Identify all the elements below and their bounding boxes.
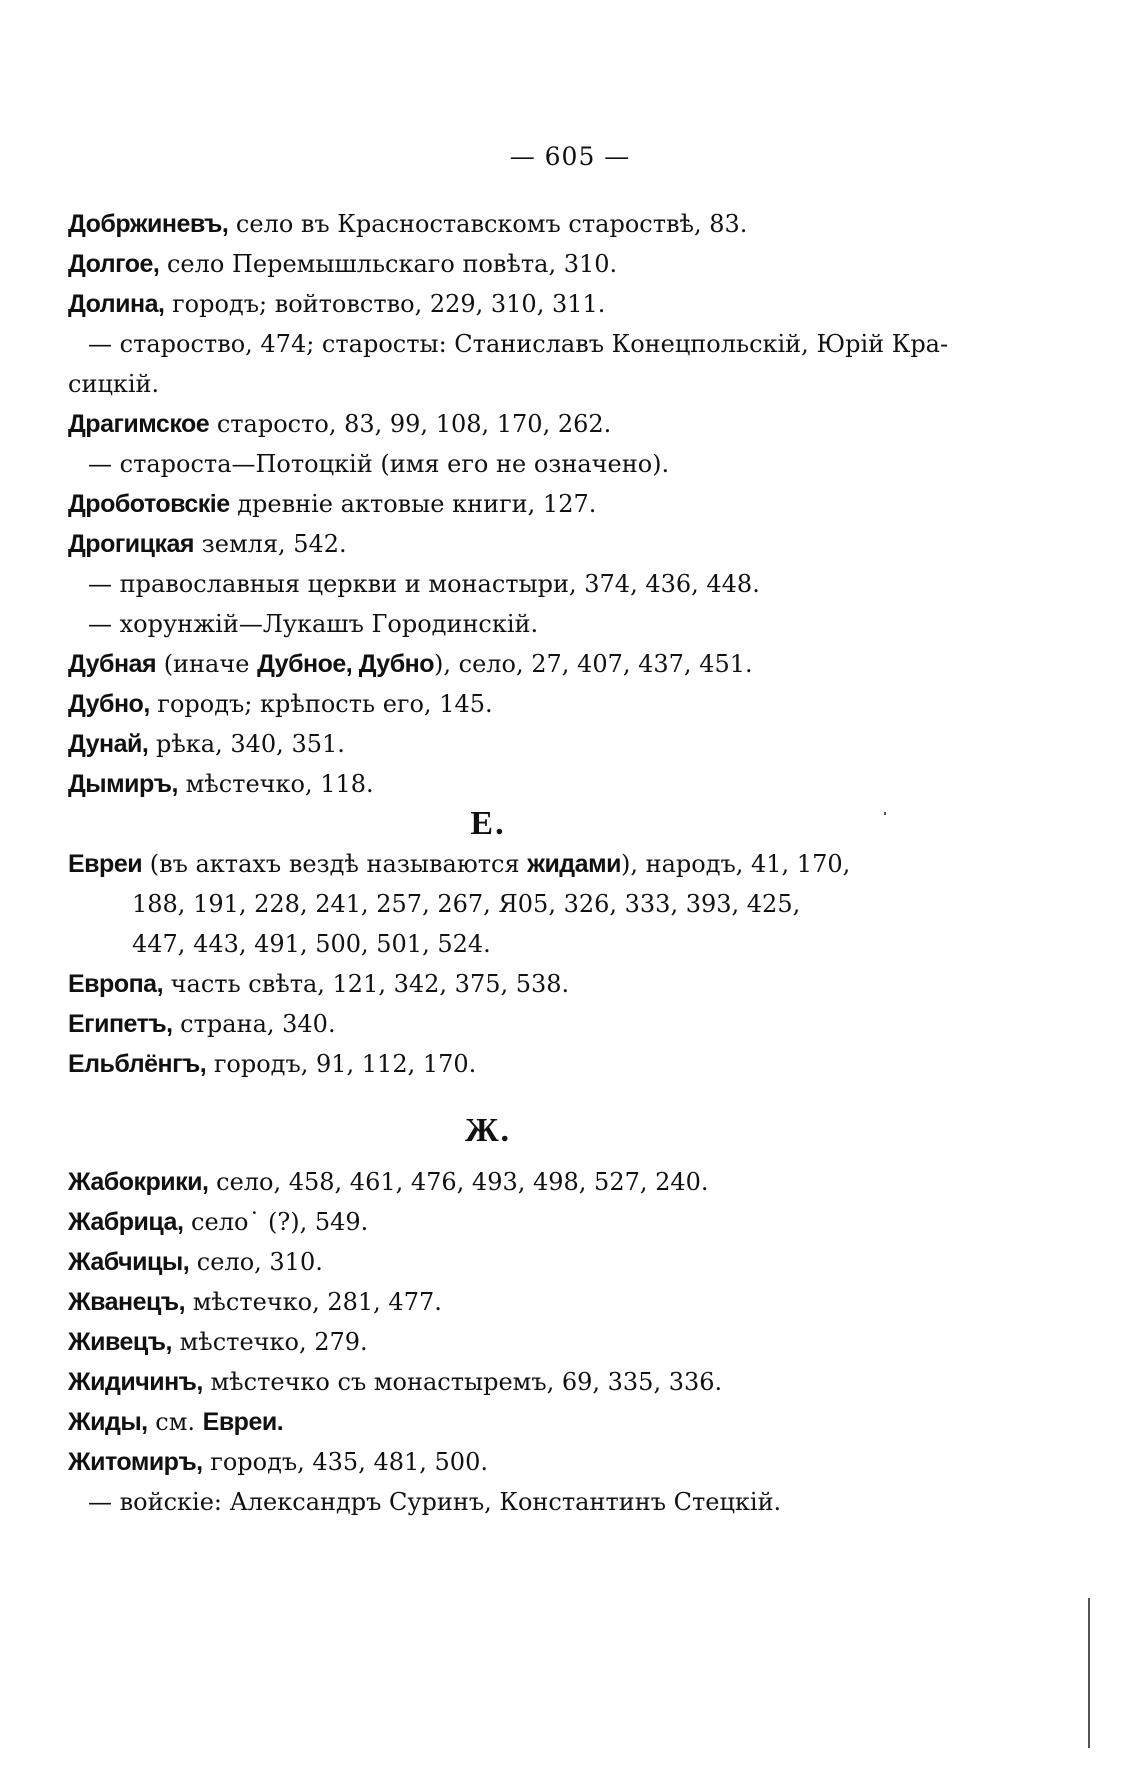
entry-text: городъ; войтовство, 229, 310, 311. [164, 290, 606, 318]
entry-headword: Европа, [68, 970, 164, 998]
entry-headword: Ельблёнгъ, [68, 1050, 207, 1078]
entry-headword: Жабокрики, [68, 1168, 209, 1196]
entry-headword: жидами [527, 850, 621, 878]
index-subentry: — староста—Потоцкій (имя его не означено). [88, 450, 670, 478]
index-entry [68, 1362, 908, 1402]
entry-text: рѣка, 340, 351. [148, 730, 345, 758]
entry-text: мѣстечко, 281, 477. [185, 1288, 442, 1316]
entry-headword: Житомиръ, [68, 1448, 203, 1476]
index-entry [68, 1162, 908, 1202]
index-entry [68, 1202, 908, 1242]
entry-text: (въ актахъ вездѣ называются [142, 850, 528, 878]
index-entry [68, 1282, 908, 1322]
entry-text: земля, 542. [194, 530, 347, 558]
index-entry [68, 844, 908, 884]
entry-text: (иначе [156, 650, 258, 678]
index-entry [68, 644, 908, 684]
entry-text: мѣстечко, 279. [171, 1328, 368, 1356]
entry-headword: Жабчицы, [68, 1248, 190, 1276]
entry-headword: Дубное, Дубно [257, 650, 435, 678]
entry-headword: Евреи. [202, 1408, 284, 1436]
index-entries [68, 204, 949, 1522]
index-entry [68, 244, 908, 284]
index-subentry: — войскіе: Александръ Суринъ, Константинъ Стецкій. [88, 1488, 782, 1516]
index-entry-continuation: 447, 443, 491, 500, 501, 524. [132, 930, 491, 958]
index-entry [68, 1442, 908, 1482]
margin-mark-right [1088, 1598, 1090, 1748]
section-letter-heading: Е. [470, 805, 506, 842]
index-entry [68, 1402, 908, 1442]
section-letter-heading: Ж. [464, 1112, 512, 1149]
index-entry [68, 1044, 908, 1084]
index-subentry: — хорунжій—Лукашъ Городинскій. [88, 610, 539, 638]
entry-text: село въ Красноставскомъ староствѣ, 83. [228, 210, 748, 238]
entry-headword: Дубная [68, 650, 157, 678]
index-subentry-continuation: сицкій. [68, 370, 160, 398]
entry-text: часть свѣта, 121, 342, 375, 538. [163, 970, 570, 998]
entry-headword: Дунай, [68, 730, 149, 758]
index-entry [68, 764, 908, 804]
index-entry [68, 724, 908, 764]
entry-headword: Драгимское [68, 410, 210, 438]
entry-text: мѣстечко, 118. [177, 770, 374, 798]
entry-text: страна, 340. [172, 1010, 336, 1038]
entry-headword: Евреи [68, 850, 143, 878]
entry-text: городъ, 435, 481, 500. [202, 1448, 488, 1476]
entry-text: городъ, 91, 112, 170. [206, 1050, 477, 1078]
entry-headword: Жванецъ, [68, 1288, 186, 1316]
index-entry [68, 1004, 908, 1044]
entry-headword: Долгое, [68, 250, 160, 278]
index-entry [68, 1242, 908, 1282]
entry-headword: Жидичинъ, [68, 1368, 203, 1396]
entry-headword: Дубно, [68, 690, 150, 718]
index-entry [68, 204, 908, 244]
entry-headword: Жабрица, [68, 1208, 184, 1236]
index-subentry: — староство, 474; старосты: Станиславъ Конецпольскій, Юрій Кра- [88, 330, 949, 358]
entry-headword: Добржиневъ, [68, 210, 229, 238]
page-number: — 605 — [509, 142, 631, 171]
index-entry-continuation: 188, 191, 228, 241, 257, 267, Я05, 326, 333, 393, 425, [132, 890, 801, 918]
entry-headword: Дроботовскіе [68, 490, 230, 518]
entry-text: ), народъ, 41, 170, [620, 850, 851, 878]
entry-text: мѣстечко съ монастыремъ, 69, 335, 336. [202, 1368, 723, 1396]
index-entry [68, 684, 908, 724]
entry-text: см. [147, 1408, 203, 1436]
index-entry [68, 404, 908, 444]
entry-headword: Долина, [68, 290, 165, 318]
entry-headword: Дрогицкая [68, 530, 195, 558]
entry-text: село, 458, 461, 476, 493, 498, 527, 240. [208, 1168, 709, 1196]
entry-text: село Перемышльскаго повѣта, 310. [159, 250, 618, 278]
entry-headword: Жиды, [68, 1408, 148, 1436]
entry-text: ), село, 27, 407, 437, 451. [434, 650, 753, 678]
entry-headword: Египетъ, [68, 1010, 173, 1038]
entry-text: городъ; крѣпость его, 145. [149, 690, 493, 718]
index-entry [68, 284, 908, 324]
entry-text: древніе актовые книги, 127. [229, 490, 597, 518]
index-entry [68, 964, 908, 1004]
index-subentry: — православныя церкви и монастыри, 374, 436, 448. [88, 570, 760, 598]
entry-headword: Дымиръ, [68, 770, 178, 798]
entry-headword: Живецъ, [68, 1328, 172, 1356]
entry-text: село˙ (?), 549. [183, 1208, 369, 1236]
entry-text: старосто, 83, 99, 108, 170, 262. [209, 410, 612, 438]
index-entry [68, 524, 908, 564]
index-entry [68, 484, 908, 524]
margin-mark-dot [884, 812, 886, 815]
entry-text: село, 310. [189, 1248, 323, 1276]
index-entry [68, 1322, 908, 1362]
